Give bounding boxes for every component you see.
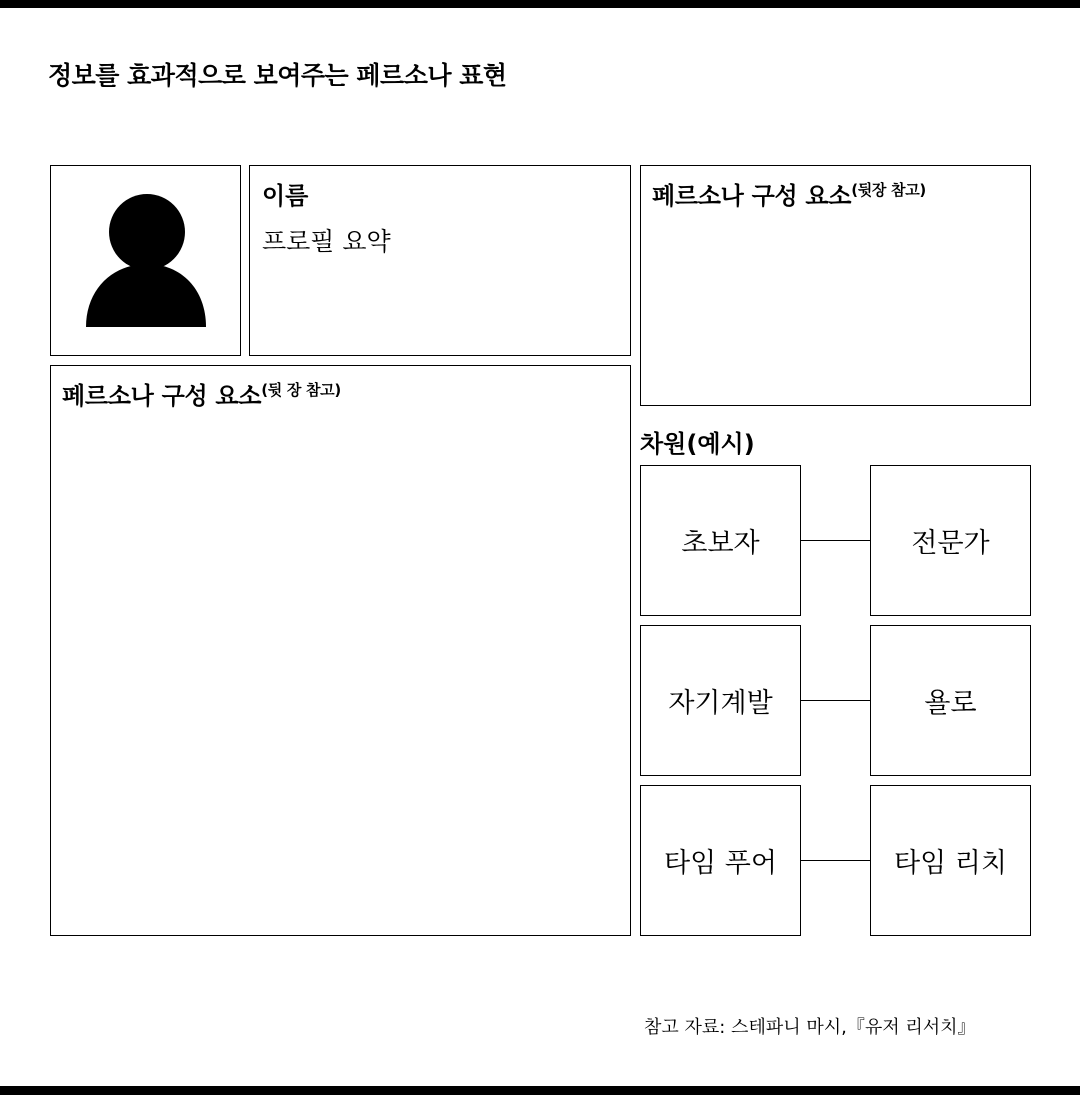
dimensions-title: 차원(예시) (640, 430, 755, 458)
dimension-connector-line (801, 860, 870, 861)
dimension-connector-line (801, 540, 870, 541)
components-note: (뒷 장 참고) (261, 381, 341, 399)
profile-summary-label: 프로필 요약 (262, 227, 391, 256)
top-border-bar (0, 0, 1080, 8)
dimension-right-box: 전문가 (870, 465, 1031, 616)
avatar-box (50, 165, 241, 356)
dimension-connector-line (801, 700, 870, 701)
dimension-left-box: 초보자 (640, 465, 801, 616)
dimension-left-box: 자기계발 (640, 625, 801, 776)
persona-components-box-right (640, 165, 1031, 406)
page-title: 정보를 효과적으로 보여주는 페르소나 표현 (48, 61, 507, 90)
profile-box (249, 165, 631, 356)
persona-components-heading-right (652, 176, 926, 211)
dimension-right-box: 타임 리치 (870, 785, 1031, 936)
dimension-left-box: 타임 푸어 (640, 785, 801, 936)
components-heading-text: 페르소나 구성 요소 (62, 382, 262, 410)
bottom-border-bar (0, 1086, 1080, 1095)
person-silhouette-icon (51, 166, 240, 355)
name-label: 이름 (262, 182, 309, 210)
components-note: (뒷장 참고) (851, 181, 926, 199)
reference-footnote: 참고 자료: 스테파니 마시,『유저 리서치』 (644, 1017, 976, 1038)
components-heading-text: 페르소나 구성 요소 (652, 182, 852, 210)
dimension-right-box: 욜로 (870, 625, 1031, 776)
persona-components-box-left (50, 365, 631, 936)
persona-components-heading-left (62, 376, 341, 411)
